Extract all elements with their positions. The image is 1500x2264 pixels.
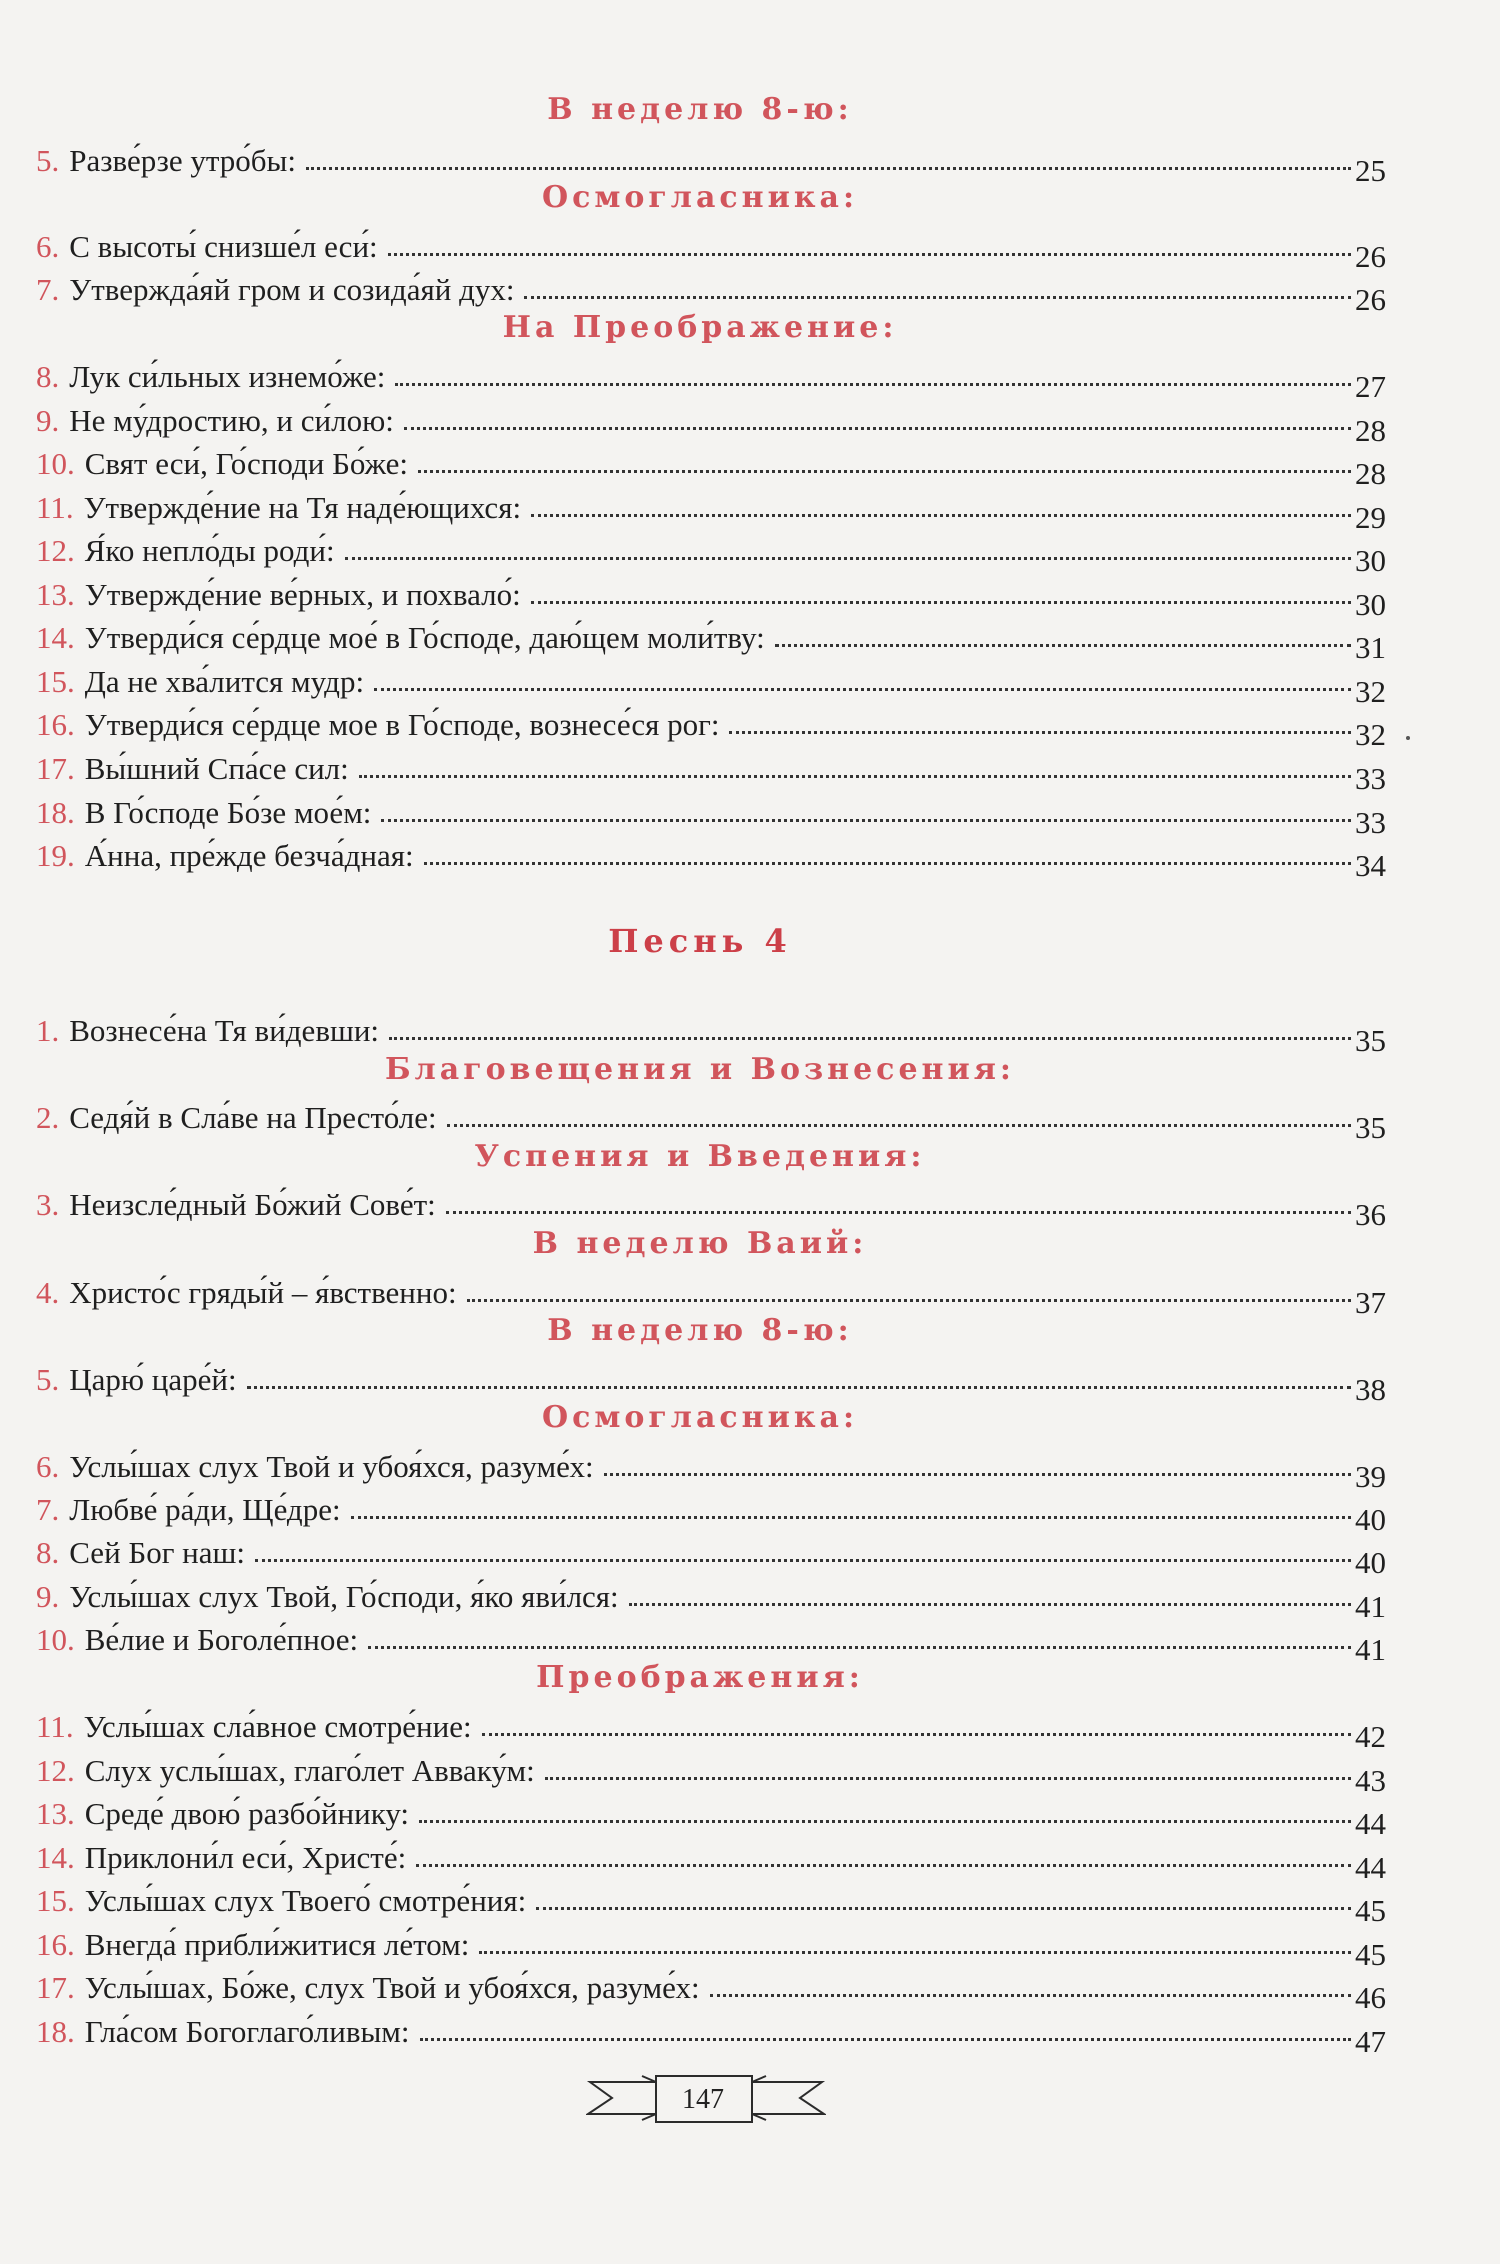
entry-number: 12. [36, 533, 75, 568]
entry-number: 5. [36, 1362, 60, 1397]
dot-leader [545, 1776, 1351, 1780]
entry-page-number: 27 [1355, 369, 1386, 404]
entry-title: Вы́шний Спа́се сил: [84, 751, 349, 786]
dot-leader [710, 1993, 1351, 1997]
dot-leader [395, 382, 1351, 386]
dot-leader [404, 426, 1351, 430]
entry-number: 19. [36, 838, 75, 873]
toc-entry[interactable] [36, 1742, 1386, 1798]
toc-entry[interactable] [36, 1002, 1386, 1058]
entry-page-number: 35 [1355, 1110, 1386, 1145]
entry-title: Седя́й в Сла́ве на Престо́ле: [69, 1100, 437, 1135]
toc-entry[interactable] [36, 2003, 1386, 2059]
entry-number: 7. [36, 272, 60, 307]
entry-number: 16. [36, 707, 75, 742]
entry-title: Утвержде́ние на Тя наде́ющихся: [83, 490, 522, 525]
toc-entry[interactable] [36, 1481, 1386, 1537]
page-number: 147 [682, 2084, 724, 2115]
entry-number: 8. [36, 1535, 60, 1570]
entry-number: 10. [36, 446, 75, 481]
toc-entry[interactable] [36, 392, 1386, 448]
dot-leader [524, 295, 1351, 299]
entry-number: 14. [36, 1840, 75, 1875]
dot-leader [729, 730, 1351, 734]
toc-entry[interactable] [36, 1959, 1386, 2015]
entry-number: 11. [36, 490, 74, 525]
toc-entry[interactable] [36, 132, 1386, 188]
entry-page-number: 33 [1355, 761, 1386, 796]
dot-leader [531, 600, 1351, 604]
toc-entry[interactable] [36, 261, 1386, 317]
entry-title: Да не хва́лится мудр: [84, 664, 365, 699]
entry-page-number: 47 [1355, 2024, 1386, 2059]
dot-leader [247, 1385, 1351, 1389]
toc-entry[interactable] [36, 827, 1386, 883]
entry-title: Приклони́л еси́, Христе́: [84, 1840, 407, 1875]
entry-number: 11. [36, 1709, 74, 1744]
entry-number: 5. [36, 143, 60, 178]
entry-title: Любве́ ра́ди, Ще́дре: [69, 1492, 341, 1527]
entry-number: 9. [36, 1579, 60, 1614]
entry-page-number: 45 [1355, 1937, 1386, 1972]
entry-title: Утвержда́яй гром и созида́яй дух: [69, 272, 515, 307]
entry-number: 10. [36, 1622, 75, 1657]
section-heading: В неделю Ваий: [532, 1226, 868, 1261]
entry-number: 17. [36, 1970, 75, 2005]
entry-title: Утвержде́ние ве́рных, и похвало́: [84, 577, 521, 612]
entry-number: 15. [36, 1883, 75, 1918]
dot-leader [359, 774, 1351, 778]
entry-page-number: 25 [1355, 153, 1386, 188]
entry-title: Не му́дростию, и си́лою: [69, 403, 394, 438]
entry-title: Я́ко непло́ды роди́: [84, 533, 335, 568]
entry-number: 6. [36, 229, 60, 264]
toc-entry[interactable] [36, 1829, 1386, 1885]
entry-page-number: 28 [1355, 456, 1386, 491]
entry-title: Царю́ царе́й: [69, 1362, 237, 1397]
toc-entry[interactable] [36, 1351, 1386, 1407]
dot-leader [775, 643, 1351, 647]
entry-page-number: 42 [1355, 1719, 1386, 1754]
dot-leader [531, 513, 1351, 517]
entry-title: Вознесе́на Тя ви́девши: [69, 1013, 380, 1048]
entry-title: В Го́споде Бо́зе мое́м: [84, 795, 372, 830]
entry-title: Сей Бог наш: [69, 1535, 246, 1570]
entry-page-number: 43 [1355, 1763, 1386, 1798]
toc-entry[interactable] [36, 653, 1386, 709]
entry-title: Услы́шах сла́вное смотре́ние: [83, 1709, 472, 1744]
song-title: Песнь 4 [608, 922, 792, 960]
dot-leader [381, 818, 1351, 822]
folio-ribbon [586, 2070, 826, 2130]
toc-entry[interactable] [36, 1916, 1386, 1972]
entry-title: Услы́шах, Бо́же, слух Твой и убоя́хся, разуме́х: [84, 1970, 700, 2005]
entry-number: 12. [36, 1753, 75, 1788]
entry-page-number: 46 [1355, 1980, 1386, 2015]
entry-title: Внегда́ прибли́житися ле́том: [84, 1927, 470, 1962]
toc-entry[interactable] [36, 1785, 1386, 1841]
entry-number: 13. [36, 577, 75, 612]
dot-leader [368, 1645, 1351, 1649]
entry-number: 7. [36, 1492, 60, 1527]
entry-title: Утверди́ся се́рдце мое́ в Го́споде, даю́щем моли́тву: [84, 620, 765, 655]
toc-entry[interactable] [36, 348, 1386, 404]
section-heading: В неделю 8-ю: [547, 1313, 853, 1348]
entry-title: Лук си́льных изнемо́же: [69, 359, 386, 394]
entry-page-number: 28 [1355, 413, 1386, 448]
section-heading: Осмогласника: [541, 180, 859, 215]
entry-page-number: 40 [1355, 1502, 1386, 1537]
toc-entry[interactable] [36, 522, 1386, 578]
entry-number: 2. [36, 1100, 60, 1135]
entry-page-number: 29 [1355, 500, 1386, 535]
entry-page-number: 33 [1355, 805, 1386, 840]
entry-page-number: 41 [1355, 1589, 1386, 1624]
entry-number: 18. [36, 795, 75, 830]
section-heading: Преображения: [536, 1660, 864, 1695]
toc-entry[interactable] [36, 1872, 1386, 1928]
entry-number: 6. [36, 1449, 60, 1484]
dot-leader [388, 252, 1351, 256]
toc-entry[interactable] [36, 1568, 1386, 1624]
dot-leader [629, 1602, 1351, 1606]
entry-page-number: 37 [1355, 1285, 1386, 1320]
entry-page-number: 32 [1355, 674, 1386, 709]
entry-page-number: 44 [1355, 1806, 1386, 1841]
entry-number: 1. [36, 1013, 60, 1048]
entry-number: 8. [36, 359, 60, 394]
entry-title: А́нна, пре́жде безча́дная: [84, 838, 414, 873]
entry-title: Ве́лие и Боголе́пное: [84, 1622, 359, 1657]
toc-entry[interactable] [36, 696, 1386, 752]
toc-entry[interactable] [36, 1264, 1386, 1320]
entry-page-number: 30 [1355, 543, 1386, 578]
entry-title: Неизсле́дный Бо́жий Сове́т: [69, 1187, 436, 1222]
dot-leader [306, 166, 1351, 170]
toc-entry[interactable] [36, 1611, 1386, 1667]
toc-entry[interactable] [36, 435, 1386, 491]
dot-leader [479, 1950, 1351, 1954]
entry-title: Услы́шах слух Твой, Го́споди, я́ко яви́лся: [69, 1579, 619, 1614]
section-heading: Осмогласника: [541, 1400, 859, 1435]
entry-title: Христо́с гряды́й – я́вственно: [69, 1275, 457, 1310]
entry-title: Свят еси́, Го́споди Бо́же: [84, 446, 409, 481]
entry-number: 9. [36, 403, 60, 438]
dot-leader [255, 1558, 1351, 1562]
dot-leader [446, 1210, 1351, 1214]
entry-number: 3. [36, 1187, 60, 1222]
dot-leader [345, 556, 1351, 560]
entry-number: 17. [36, 751, 75, 786]
entry-page-number: 26 [1355, 282, 1386, 317]
entry-page-number: 45 [1355, 1893, 1386, 1928]
toc-entry[interactable] [36, 609, 1386, 665]
section-heading: В неделю 8-ю: [547, 92, 853, 127]
entry-number: 14. [36, 620, 75, 655]
entry-title: Среде́ двою́ разбо́йнику: [84, 1796, 410, 1831]
section-heading: Успения и Введения: [474, 1139, 926, 1174]
toc-entry[interactable] [36, 566, 1386, 622]
entry-page-number: 32 [1355, 717, 1386, 752]
entry-title: Слух услы́шах, глаго́лет Авваку́м: [84, 1753, 535, 1788]
section-heading: На Преображение: [502, 310, 898, 345]
entry-page-number: 39 [1355, 1459, 1386, 1494]
entry-page-number: 34 [1355, 848, 1386, 883]
entry-page-number: 26 [1355, 239, 1386, 274]
dot-leader [447, 1123, 1351, 1127]
paper-speck [1406, 736, 1410, 740]
dot-leader [482, 1732, 1351, 1736]
entry-number: 15. [36, 664, 75, 699]
entry-page-number: 35 [1355, 1023, 1386, 1058]
toc-entry[interactable] [36, 1176, 1386, 1232]
dot-leader [420, 2037, 1351, 2041]
dot-leader [536, 1906, 1351, 1910]
dot-leader [374, 687, 1351, 691]
dot-leader [418, 469, 1351, 473]
entry-page-number: 44 [1355, 1850, 1386, 1885]
section-heading: Благовещения и Вознесения: [385, 1052, 1015, 1087]
entry-title: Утверди́ся се́рдце мое в Го́споде, вознесе́ся рог: [84, 707, 720, 742]
toc-entry[interactable] [36, 1089, 1386, 1145]
toc-entry[interactable] [36, 479, 1386, 535]
entry-title: Услы́шах слух Твой и убоя́хся, разуме́х: [69, 1449, 594, 1484]
entry-number: 18. [36, 2014, 75, 2049]
entry-title: Гла́сом Богоглаго́ливым: [84, 2014, 410, 2049]
toc-entry[interactable] [36, 784, 1386, 840]
dot-leader [389, 1036, 1351, 1040]
entry-title: Разве́рзе утро́бы: [69, 143, 296, 178]
toc-entry[interactable] [36, 740, 1386, 796]
entry-page-number: 40 [1355, 1545, 1386, 1580]
dot-leader [467, 1298, 1351, 1302]
entry-title: С высоты́ снизше́л еси́: [69, 229, 378, 264]
entry-page-number: 38 [1355, 1372, 1386, 1407]
entry-page-number: 36 [1355, 1197, 1386, 1232]
toc-entry[interactable] [36, 1698, 1386, 1754]
toc-entry[interactable] [36, 1438, 1386, 1494]
toc-entry[interactable] [36, 1524, 1386, 1580]
entry-number: 16. [36, 1927, 75, 1962]
entry-page-number: 30 [1355, 587, 1386, 622]
dot-leader [351, 1515, 1351, 1519]
entry-page-number: 41 [1355, 1632, 1386, 1667]
entry-number: 4. [36, 1275, 60, 1310]
entry-number: 13. [36, 1796, 75, 1831]
dot-leader [604, 1472, 1351, 1476]
dot-leader [424, 861, 1351, 865]
dot-leader [416, 1863, 1351, 1867]
toc-entry[interactable] [36, 218, 1386, 274]
entry-page-number: 31 [1355, 630, 1386, 665]
dot-leader [419, 1819, 1351, 1823]
entry-title: Услы́шах слух Твоего́ смотре́ния: [84, 1883, 527, 1918]
